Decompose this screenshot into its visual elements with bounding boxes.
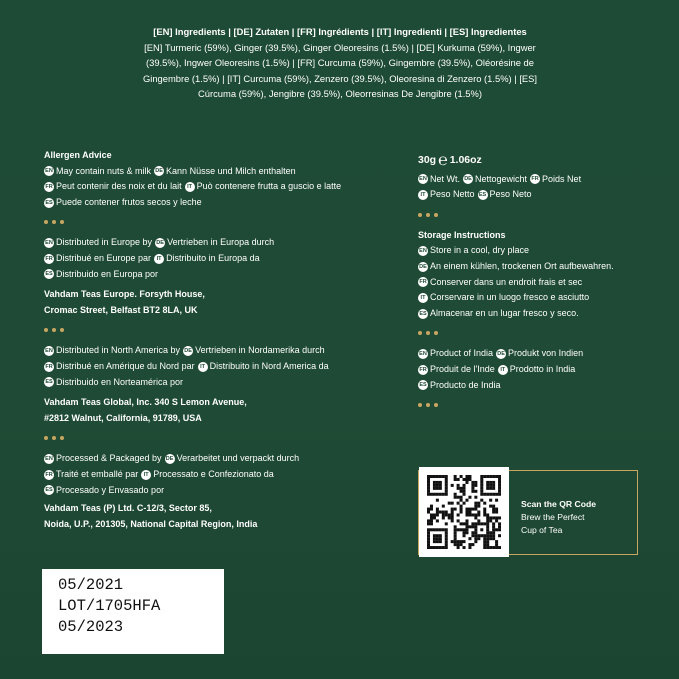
allergen-title: Allergen Advice [44, 150, 112, 160]
net-weight-grams: 30g [418, 154, 437, 166]
text-line [44, 343, 374, 359]
text-line [44, 235, 374, 251]
language-badge-it: IT [418, 293, 428, 303]
text-line [44, 195, 374, 211]
language-badge-it: IT [198, 362, 208, 372]
separator-dots [418, 330, 648, 336]
language-badge-es: ES [45, 487, 53, 494]
language-text: An einem kühlen, trockenen Ort aufbewahren. [430, 260, 614, 271]
left-column [44, 148, 374, 532]
ingredients-block [130, 24, 550, 102]
manufacture-date: 05/2021 [58, 576, 124, 594]
text-line [418, 362, 648, 378]
text-line [44, 164, 374, 180]
language-text: Distribuito in Nord America da [209, 360, 329, 371]
text-line [44, 467, 374, 483]
language-badge-en: EN [45, 240, 53, 247]
language-badge-it: IT [154, 254, 164, 264]
language-text: Peut contenir des noix et du lait [56, 181, 182, 192]
qr-panel [418, 470, 638, 555]
language-text: Puede contener frutos secos y leche [56, 196, 202, 207]
language-badge-es: ES [45, 271, 53, 278]
text-line [44, 451, 374, 467]
qr-line-2: Cup of Tea [521, 525, 563, 535]
language-text: Distribué en Amérique du Nord par [56, 360, 195, 371]
language-text: Nettogewicht [475, 173, 528, 184]
language-text: Distributed in North America by [56, 345, 181, 356]
language-badge-fr: FR [45, 363, 53, 370]
qr-title: Scan the QR Code [521, 499, 596, 509]
processed-address-line-1: Vahdam Teas (P) Ltd. C-12/3, Sector 85, [44, 503, 212, 514]
text-line [418, 378, 648, 394]
language-badge-fr: FR [45, 471, 53, 478]
europe-address-line-2: Cromac Street, Belfast BT2 8LA, UK [44, 304, 198, 315]
origin-lines [418, 346, 648, 393]
text-line [44, 251, 374, 267]
origin-section [418, 346, 648, 393]
europe-section [44, 235, 374, 318]
language-badge-en: EN [45, 348, 53, 355]
north-america-lines [44, 343, 374, 390]
text-line [418, 290, 648, 306]
language-badge-es: ES [45, 199, 53, 206]
language-text: Procesado y Envasado por [56, 484, 165, 495]
text-line [44, 483, 374, 499]
language-text: Peso Netto [430, 189, 475, 200]
north-america-address-line-1: Vahdam Teas Global, Inc. 340 S Lemon Avenue, [44, 397, 247, 408]
allergen-lines [44, 164, 374, 211]
storage-title: Storage Instructions [418, 229, 506, 240]
processed-address-line-2: Noida, U.P., 201305, National Capital Region, India [44, 518, 258, 529]
language-text: Product of India [430, 348, 494, 359]
language-badge-en: EN [419, 248, 427, 255]
language-badge-it: IT [498, 365, 508, 375]
language-badge-en: EN [419, 351, 427, 358]
separator-dots [418, 212, 648, 218]
language-badge-en: EN [45, 456, 53, 463]
north-america-section [44, 343, 374, 426]
language-text: Net Wt. [430, 173, 461, 184]
language-text: Produit de l'Inde [430, 363, 495, 374]
estimated-sign-icon: ℮ [438, 151, 448, 169]
language-text: Distribuido en Norteamérica por [56, 376, 184, 387]
language-badge-it: IT [418, 190, 428, 200]
separator-dots [44, 327, 374, 333]
separator-dots [418, 402, 648, 408]
europe-address-line-1: Vahdam Teas Europe. Forsyth House, [44, 289, 205, 300]
text-line [418, 187, 648, 203]
language-badge-de: DE [184, 348, 192, 355]
qr-text [521, 498, 596, 537]
language-text: Distributed in Europe by [56, 237, 153, 248]
text-line [44, 359, 374, 375]
language-badge-de: DE [464, 176, 472, 183]
batch-box [42, 569, 224, 654]
separator-dots [44, 219, 374, 225]
language-badge-it: IT [141, 470, 151, 480]
expiry-date: 05/2023 [58, 618, 124, 636]
language-badge-de: DE [497, 351, 505, 358]
language-text: Vertrieben in Nordamerika durch [195, 345, 325, 356]
language-badge-it: IT [185, 182, 195, 192]
north-america-address-line-2: #2812 Walnut, California, 91789, USA [44, 412, 202, 423]
net-weight-ounces: 1.06oz [449, 154, 482, 166]
text-line [44, 179, 374, 195]
language-text: Può contenere frutta a guscio e latte [196, 181, 342, 192]
language-text: Traité et emballé par [56, 468, 139, 479]
language-text: Producto de India [430, 379, 501, 390]
language-badge-es: ES [419, 382, 427, 389]
storage-section [418, 228, 648, 322]
language-text: Almacenar en un lugar fresco y seco. [430, 307, 579, 318]
language-text: Distribué en Europe par [56, 252, 152, 263]
processed-section [44, 451, 374, 532]
net-weight [418, 153, 648, 169]
language-text: Prodotto in India [509, 363, 576, 374]
right-column [418, 148, 648, 418]
language-text: Distribuito in Europa da [166, 252, 260, 263]
language-badge-fr: FR [531, 176, 539, 183]
language-text: Store in a cool, dry place [430, 245, 530, 256]
qr-code-graphic [427, 475, 501, 549]
language-badge-de: DE [165, 456, 174, 463]
language-badge-es: ES [45, 379, 53, 386]
lot-number: LOT/1705HFA [58, 597, 161, 615]
separator-dots [44, 435, 374, 441]
language-badge-en: EN [419, 176, 427, 183]
text-line [44, 267, 374, 283]
net-weight-lines [418, 172, 648, 203]
language-badge-fr: FR [419, 279, 427, 286]
allergen-section [44, 148, 374, 210]
language-text: Processato e Confezionato da [153, 468, 274, 479]
text-line [418, 346, 648, 362]
text-line [418, 275, 648, 291]
text-line [418, 243, 648, 259]
ingredients-body: [EN] Turmeric (59%), Ginger (39.5%), Ginger Oleoresins (1.5%) | [DE] Kurkuma (59%), Ingwer (39.5%), Ingwer Oleoresins (1.5%) | [FR] Curcuma (59%), Gingembre (39.5%), Oléorésine de Gingembre (1.5%) | [IT] Curcuma (59%), Zenzero (39.5%), Oleoresina di Zenzero (1.5%) | [ES] Cúrcuma (59%), Jengibre (39.5%), Oleorresinas De Jengibre (1.5%) [142, 41, 538, 99]
text-line [418, 172, 648, 188]
europe-lines [44, 235, 374, 282]
language-text: Kann Nüsse und Milch enthalten [166, 165, 296, 176]
language-badge-es: ES [478, 191, 487, 198]
processed-lines [44, 451, 374, 498]
language-text: Conserver dans un endroit frais et sec [430, 276, 583, 287]
storage-lines [418, 243, 648, 321]
language-badge-en: EN [45, 168, 53, 175]
language-text: Verarbeitet und verpackt durch [176, 453, 300, 464]
text-line [418, 259, 648, 275]
language-badge-de: DE [155, 168, 163, 175]
language-badge-es: ES [419, 310, 427, 317]
qr-code-icon[interactable] [419, 467, 509, 557]
text-line [44, 375, 374, 391]
language-badge-de: DE [156, 240, 164, 247]
ingredients-header: [EN] Ingredients | [DE] Zutaten | [FR] Ingrédients | [IT] Ingredienti | [ES] Ingredientes [153, 26, 527, 37]
language-text: Corservare in un luogo fresco e asciutto [430, 292, 590, 303]
language-text: Distribuido en Europa por [56, 268, 159, 279]
language-text: Processed & Packaged by [56, 453, 162, 464]
language-text: Produkt von Indien [508, 348, 584, 359]
language-text: May contain nuts & milk [56, 165, 152, 176]
language-text: Poids Net [542, 173, 582, 184]
language-badge-fr: FR [45, 183, 53, 190]
language-badge-de: DE [419, 263, 427, 270]
language-text: Peso Neto [489, 189, 532, 200]
text-line [418, 306, 648, 322]
language-badge-fr: FR [45, 255, 53, 262]
language-text: Vertrieben in Europa durch [167, 237, 275, 248]
qr-line-1: Brew the Perfect [521, 512, 585, 522]
language-badge-fr: FR [419, 366, 427, 373]
